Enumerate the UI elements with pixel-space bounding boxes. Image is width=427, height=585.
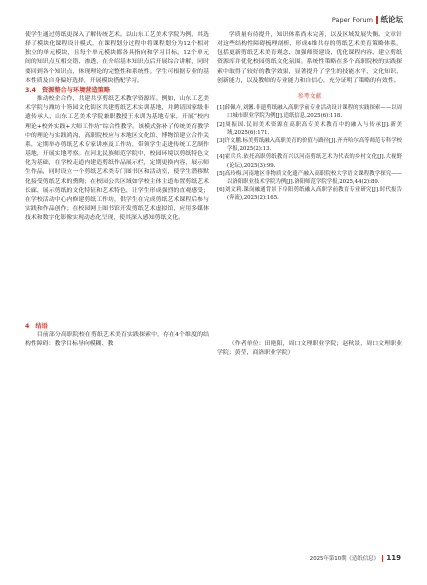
section-heading-3-4: [25, 86, 209, 95]
journal-issue: 2025年第10期《造纸信息》: [309, 556, 379, 562]
reference-item: [2]周振国.民间美术资源在高职高专美术教育中的融入与传承[J].新美域,2025(6):171.: [217, 121, 402, 136]
reference-item: [1]薛佩卉,刘馨.非遗剪纸融入高职学前专业活动设计课程的实践探索——以周口城市职业学院为例[J].造纸信息,2025(6):118.: [217, 105, 402, 120]
left-paragraph-1: 使学生通过剪纸更深入了解传统艺术。以山东工艺美术学院为例，其选择了模块化课程设计模式，在课程划分过程中将课程划分为12个相对独立的单元模块，且每个单元模块都各具指向和学习目标。12个单元间的知识点互相交错、渗透，在介绍基本知识点后开展综合讲解，同时要回到各个知识点，体现理论的完整性和系统性。学生可根据专业的基本性质及自身偏好选择，开展模块搭配学习。: [25, 32, 209, 84]
header-cn: 纸论坛: [380, 15, 403, 24]
page-number: 119: [386, 554, 401, 562]
running-header: [332, 14, 403, 25]
right-column: [217, 31, 402, 203]
section-heading-4: [25, 322, 209, 331]
reference-item: [6]刘文莉.课岗融通背景下阜阳剪纸融入高职学前教育专业研究[J].时代报告(奔流),2025(2):165.: [217, 187, 402, 202]
section-title: 资源整合与环境营造策略: [41, 86, 111, 94]
author-affiliation: （作者单位：田艳阳，周口文理职业学院；赵秋景，周口文理职业学院；黄莹，商洛职业学院）: [217, 341, 402, 357]
footer-divider: [382, 555, 384, 562]
header-divider: [376, 16, 378, 24]
page-footer: [310, 554, 401, 562]
left-column: [25, 31, 209, 223]
right-paragraph-1: 学质量有待提升，知识体系尚未完善，以及区域发展失衡。文章针对这些结构性障碍梳理剖析，形成4维共存的剪纸艺术美育策略体系，包括更新剪纸艺术美育观念、加强师资建设、优化课程内容、建立剪纸资源库并优化校园剪纸文化氛围。系统性策略在多个高职院校的实践探索中取得了较好的教学效果，显著提升了学生的技能水平、文化知识、创新能力，以及教师的专业能力和自信心，充分证明了策略的有效性。: [217, 32, 402, 84]
conclusion-paragraph: 目前部分高职院校在剪纸艺术美育实践探索中，存在4个维度的结构性障碍：教学目标导向模糊、教: [25, 332, 209, 348]
reference-item: [3]许文鹏.标美剪纸融入高职美育的价值与路径[J].齐齐哈尔高等师范专科学校学报,2025(2):13.: [217, 137, 402, 153]
references-title: 参考文献: [297, 92, 322, 100]
references-list: [217, 104, 402, 202]
left-paragraph-2: 推动校企合作、共建共享剪纸艺术教学资源库。例如，山东工艺美术学院与潍坊十笏园文化街区共建剪纸艺术实训基地，并聘请国家级非遗传承人、山东工艺美术学院兼职教授王永训为基地专家，开展“校内理论+校外实践+大师工作坊”综合性教学。该模式弥补了传统美育教学中的理论与实践鸿沟，高职院校应与本地区文化馆、博物馆建立合作关系，定期举办剪纸艺术专家讲座及工作坊，带领学生走进传统工艺制作基地，开展实地考察。在河北民族师范学院中，校园环境以剪纸特色文化为基础，在学校走道内建造剪纸作品展示栏，定期更换内容，展示师生作品，同时设立一个剪纸艺术类专门图书区和活动室，使学生潜移默化接受剪纸艺术的熏陶；在校园公共区域如学校主体主道布置剪纸艺术长廊，展示剪纸的文化特征和艺术特色，让学生形成强烈的直观感受；在学校活动中心内修建剪纸工作坊，供学生在完成剪纸艺术课程后参与实践和作品创作；在校园网上图书馆开发剪纸艺术虚拟馆，应用多媒体技术和数字化影像实现动态化呈现，使其深入感知剪纸文化。: [25, 96, 209, 222]
conclusion-section: [25, 322, 209, 349]
section-title: 结语: [35, 323, 48, 330]
section-number: 4: [25, 323, 30, 330]
section-number: 3.4: [25, 86, 36, 94]
author-affiliation-block: [217, 340, 402, 358]
header-en: Paper Forum: [331, 15, 373, 24]
reference-item: [4]霍兵兵.依托高职剪纸教育兴以河南剪纸艺术为代表的乡村文化[J].大视野(论坛),2025(3):99.: [217, 154, 402, 169]
reference-item: [5]高玲梅.河南地区非物质文化遗产融入高职院校大学语文课程教学探究——以洛阳职业技术学院为例[J].洛阳师范学院学报,2025,44(2):89.: [217, 170, 402, 185]
